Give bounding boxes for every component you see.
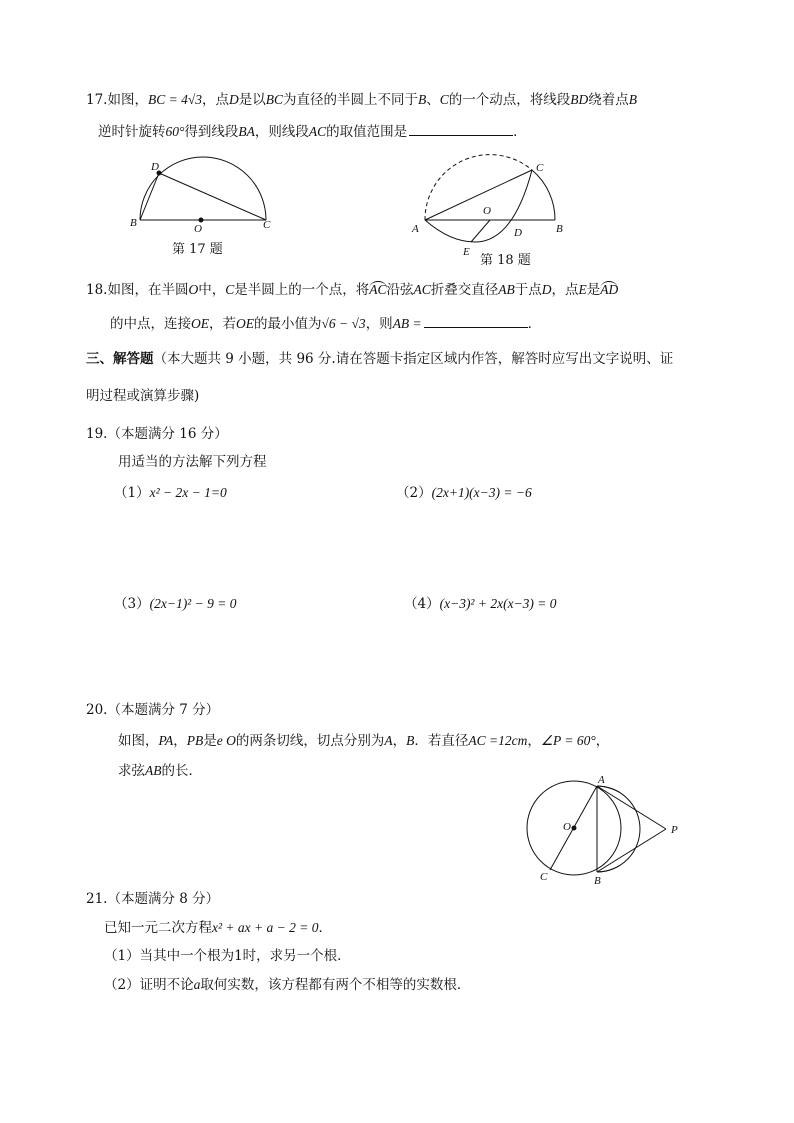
- q17-fig-label-D: D: [151, 161, 159, 173]
- q18-fig-label-A: A: [412, 223, 419, 235]
- q18-line1: 18.如图，在半圆O中，C是半圆上的一个点，将AC沿弦AC折叠交直径AB于点D，点E是AD: [86, 282, 619, 298]
- q20-line1: 如图，PA，PB是e O的两条切线，切点分别为A，B．若直径AC =12cm，∠P = 60°，: [118, 733, 610, 749]
- q18-fig-label-O: O: [483, 205, 491, 217]
- q18-fig-label-D: D: [514, 227, 522, 239]
- q20-line2: 求弦AB的长．: [118, 763, 202, 779]
- q21-line1: 已知一元二次方程x² + ax + a − 2 = 0．: [104, 920, 332, 936]
- q20-fig-label-O: O: [563, 821, 571, 833]
- q18-answer-blank[interactable]: [424, 315, 528, 328]
- q17-caption: 第 17 题: [172, 242, 223, 257]
- q19-part1: （1）x² − 2x − 1=0: [114, 485, 227, 501]
- q19-part4: （4）(x−3)² + 2x(x−3) = 0: [404, 596, 557, 612]
- q21-part1: （1）当其中一个根为1时，求另一个根．: [104, 948, 351, 964]
- q18-caption: 第 18 题: [480, 253, 531, 268]
- q19-header: 19.（本题满分 16 分）: [86, 426, 228, 442]
- q17-fig-label-O: O: [194, 223, 202, 235]
- q18-fig-label-B: B: [556, 223, 563, 235]
- q20-figure: [520, 772, 690, 890]
- q17-answer-blank[interactable]: [409, 123, 513, 136]
- q20-fig-label-C: C: [540, 871, 548, 883]
- q18-fig-label-C: C: [536, 162, 544, 174]
- q18-fig-label-E: E: [463, 246, 470, 258]
- section3-line2: 明过程或演算步骤): [86, 388, 200, 404]
- q20-header: 20.（本题满分 7 分）: [86, 702, 220, 718]
- q17-fig-label-B: B: [130, 217, 137, 229]
- q19-instruction: 用适当的方法解下列方程: [118, 454, 267, 470]
- q21-header: 21.（本题满分 8 分）: [86, 891, 220, 907]
- section3-title: 三、解答题: [86, 351, 154, 367]
- section3-line1: 三、解答题（本大题共 9 小题，共 96 分.请在答题卡指定区域内作答，解答时应写出文字说明、证: [86, 351, 674, 367]
- q20-fig-label-A: A: [598, 774, 605, 786]
- q20-fig-label-B: B: [594, 875, 601, 887]
- q18-figure: [405, 150, 575, 260]
- q21-part2: （2）证明不论a取何实数，该方程都有两个不相等的实数根．: [104, 977, 471, 993]
- q17-line1: 17.如图，BC = 4√3，点D是以BC为直径的半圆上不同于B、C的一个动点，将线段BD绕着点B: [86, 92, 638, 108]
- q20-fig-label-P: P: [671, 824, 678, 836]
- q18-line2: 的中点，连接OE，若OE的最小值为√6 − √3，则AB = ．: [110, 316, 542, 332]
- q19-part3: （3）(2x−1)² − 9 = 0: [114, 596, 237, 612]
- q19-part2: （2）(2x+1)(x−3) = −6: [396, 485, 532, 501]
- q17-fig-label-C: C: [263, 219, 271, 231]
- q17-figure: [124, 150, 274, 238]
- q17-line2: 逆时针旋转60°得到线段BA，则线段AC的取值范围是 ．: [98, 124, 527, 140]
